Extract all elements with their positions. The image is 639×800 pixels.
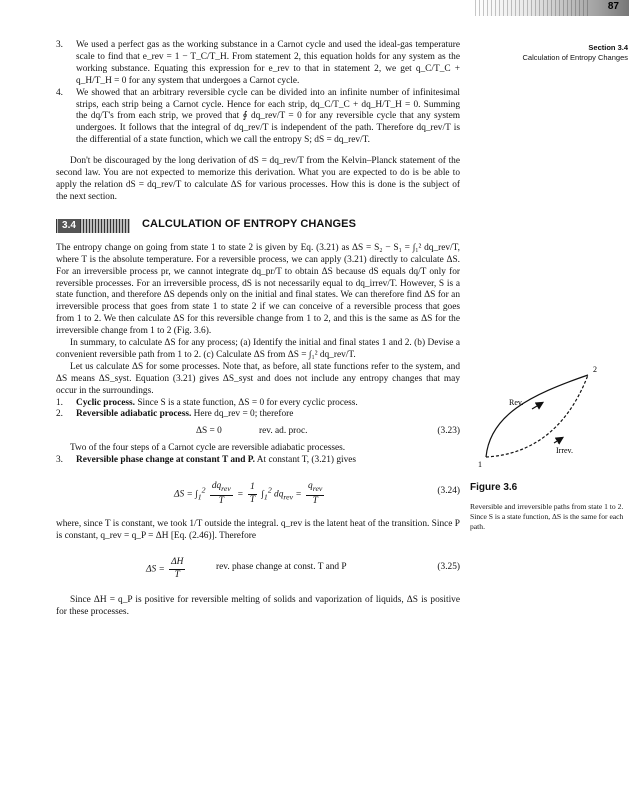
equation-lhs: ΔS = 0: [196, 426, 222, 437]
equation-3-23: [56, 424, 460, 440]
equation-condition: rev. ad. proc.: [259, 426, 308, 437]
page-number: 87: [607, 1, 619, 12]
section-number: 3.4: [58, 219, 80, 233]
figure-title: Figure 3.6: [470, 482, 518, 493]
list-item: [56, 455, 460, 467]
running-head-section: Section 3.4: [588, 43, 628, 52]
reversible-arrow: [532, 403, 542, 409]
list-number: 4.: [56, 87, 64, 98]
list-item: [56, 409, 460, 421]
list-number: 1.: [56, 397, 64, 408]
section-heading: [56, 217, 460, 237]
paragraph: In summary, to calculate ΔS for any process; (a) Identify the initial and final states 1 and 2. (b) Devise a convenient reversible path from 1 to 2. (c) Calculate ΔS from ΔS = ∫₁² dq_rev/T.: [56, 338, 460, 360]
list-text: Reversible phase change at constant T and P. At constant T, (3.21) gives: [76, 455, 357, 466]
equation-number: (3.24): [437, 486, 460, 497]
running-head-title: Calculation of Entropy Changes: [522, 53, 628, 62]
section-title: CALCULATION OF ENTROPY CHANGES: [142, 217, 357, 230]
figure-caption: Reversible and irreversible paths from state 1 to 2. Since S is a state function, ΔS is the same for each path.: [470, 502, 624, 531]
page-number-bar: [475, 0, 629, 16]
equation-number: (3.25): [437, 562, 460, 572]
label-rev: Rev.: [509, 398, 524, 407]
equation-3-25: [56, 547, 460, 591]
equation-number: (3.23): [437, 426, 460, 437]
paragraph: Don't be discouraged by the long derivation of dS = dq_rev/T from the Kelvin–Planck statement of the second law. You are not expected to memorize this derivation. What you are expected to do is be able to apply the relation dS = dq_rev/T to calculate ΔS for various processes. How this is done is the subject of the next section.: [56, 156, 460, 202]
paragraph: Two of the four steps of a Carnot cycle are reversible adiabatic processes.: [70, 443, 346, 454]
paragraph: The entropy change on going from state 1 to state 2 is given by Eq. (3.21) as ΔS = S₂ − S₁ = ∫₁² dq_rev/T, where T is the absolute temperature. For a reversible process, we can apply (3.21) directly to calculate ΔS. For an irreversible process pr, we cannot integrate dq_pr/T to obtain ΔS because dS equals dq/T only for reversible processes. For an irreversible process, dS is not necessarily equal to dq_irrev/T. However, S is a state function, and therefore ΔS depends only on the initial and final states. We can therefore find ΔS for an irreversible process that goes from state 1 to state 2 if we can conceive of a reversible process that goes from 1 to 2. We then calculate ΔS for this reversible change from 1 to 2, and this is the same as ΔS for the irreversible change from 1 to 2 (Fig. 3.6).: [56, 242, 460, 337]
list-number: 2.: [56, 409, 64, 420]
path-diagram: [470, 345, 630, 475]
list-number: 3.: [56, 40, 64, 50]
irreversible-path: [486, 375, 588, 457]
list-text: Cyclic process. Since S is a state function, ΔS = 0 for every cyclic process.: [76, 397, 358, 408]
list-number: 3.: [56, 455, 64, 466]
label-state-1: 1: [478, 460, 482, 469]
equation-body: $\Delta S = \int_1^2$ $\frac{dq_{rev}}{T}$ = $\frac{1}{T}$ $\int_1^2$ $dq_{rev}$ = $\frac{q_{rev}}{T}$: [174, 481, 323, 506]
equation-3-24: [56, 471, 460, 515]
list-item: [56, 88, 460, 148]
list-text: We used a perfect gas as the working substance in a Carnot cycle and used the ideal-gas temperature scale to find that e_rev = 1 − T_C/T_H. From statement 2, this equation holds for any system as the working substance. Equating this expression for e_rev to that in statement 2, we get q_C/T_C + q_H/T_H = 0 for any system that undergoes a Carnot cycle.: [76, 40, 460, 86]
main-text: [56, 40, 460, 619]
equation-condition: rev. phase change at const. T and P: [216, 562, 347, 572]
reversible-path: [486, 375, 588, 457]
list-text: We showed that an arbitrary reversible cycle can be divided into an infinite number of infinitesimal strips, each strip being a Carnot cycle. Hence for each strip, dq_C/T_C + dq_H/T_H = 0. Summing the dq/T's from each strip, we proved that ∮ dq_rev/T = 0 for any reversible cycle that any system undergoes. It follows that the integral of dq_rev/T is independent of the path. Therefore dq_rev/T is the differential of a state function, which we call the entropy S; dS = dq_rev/T.: [76, 87, 460, 146]
equation-body: ΔS = $\frac{\Delta H}{T}$: [146, 557, 184, 580]
label-state-2: 2: [593, 365, 597, 374]
paragraph: Let us calculate ΔS for some processes. Note that, as before, all state functions refer to the system, and ΔS means ΔS_syst. Equation (3.21) gives ΔS_syst and does not include any entropy changes that may occur in the surroundings.: [56, 361, 460, 396]
label-irrev: Irrev.: [556, 446, 574, 455]
section-number-box: [56, 219, 130, 233]
paragraph: Since ΔH = q_P is positive for reversible melting of solids and vaporization of liquids, ΔS is positive for these processes.: [56, 595, 460, 617]
list-item: [56, 398, 460, 410]
list-text: Reversible adiabatic process. Here dq_rev = 0; therefore: [76, 409, 294, 420]
header-stripes: [475, 0, 589, 16]
irreversible-arrow: [554, 438, 562, 443]
running-head: [480, 43, 628, 63]
paragraph: where, since T is constant, we took 1/T outside the integral. q_rev is the latent heat of the transition. Since P is constant, q_rev = q_P = ΔH [Eq. (2.46)]. Therefore: [56, 519, 460, 542]
list-item: [56, 40, 460, 88]
